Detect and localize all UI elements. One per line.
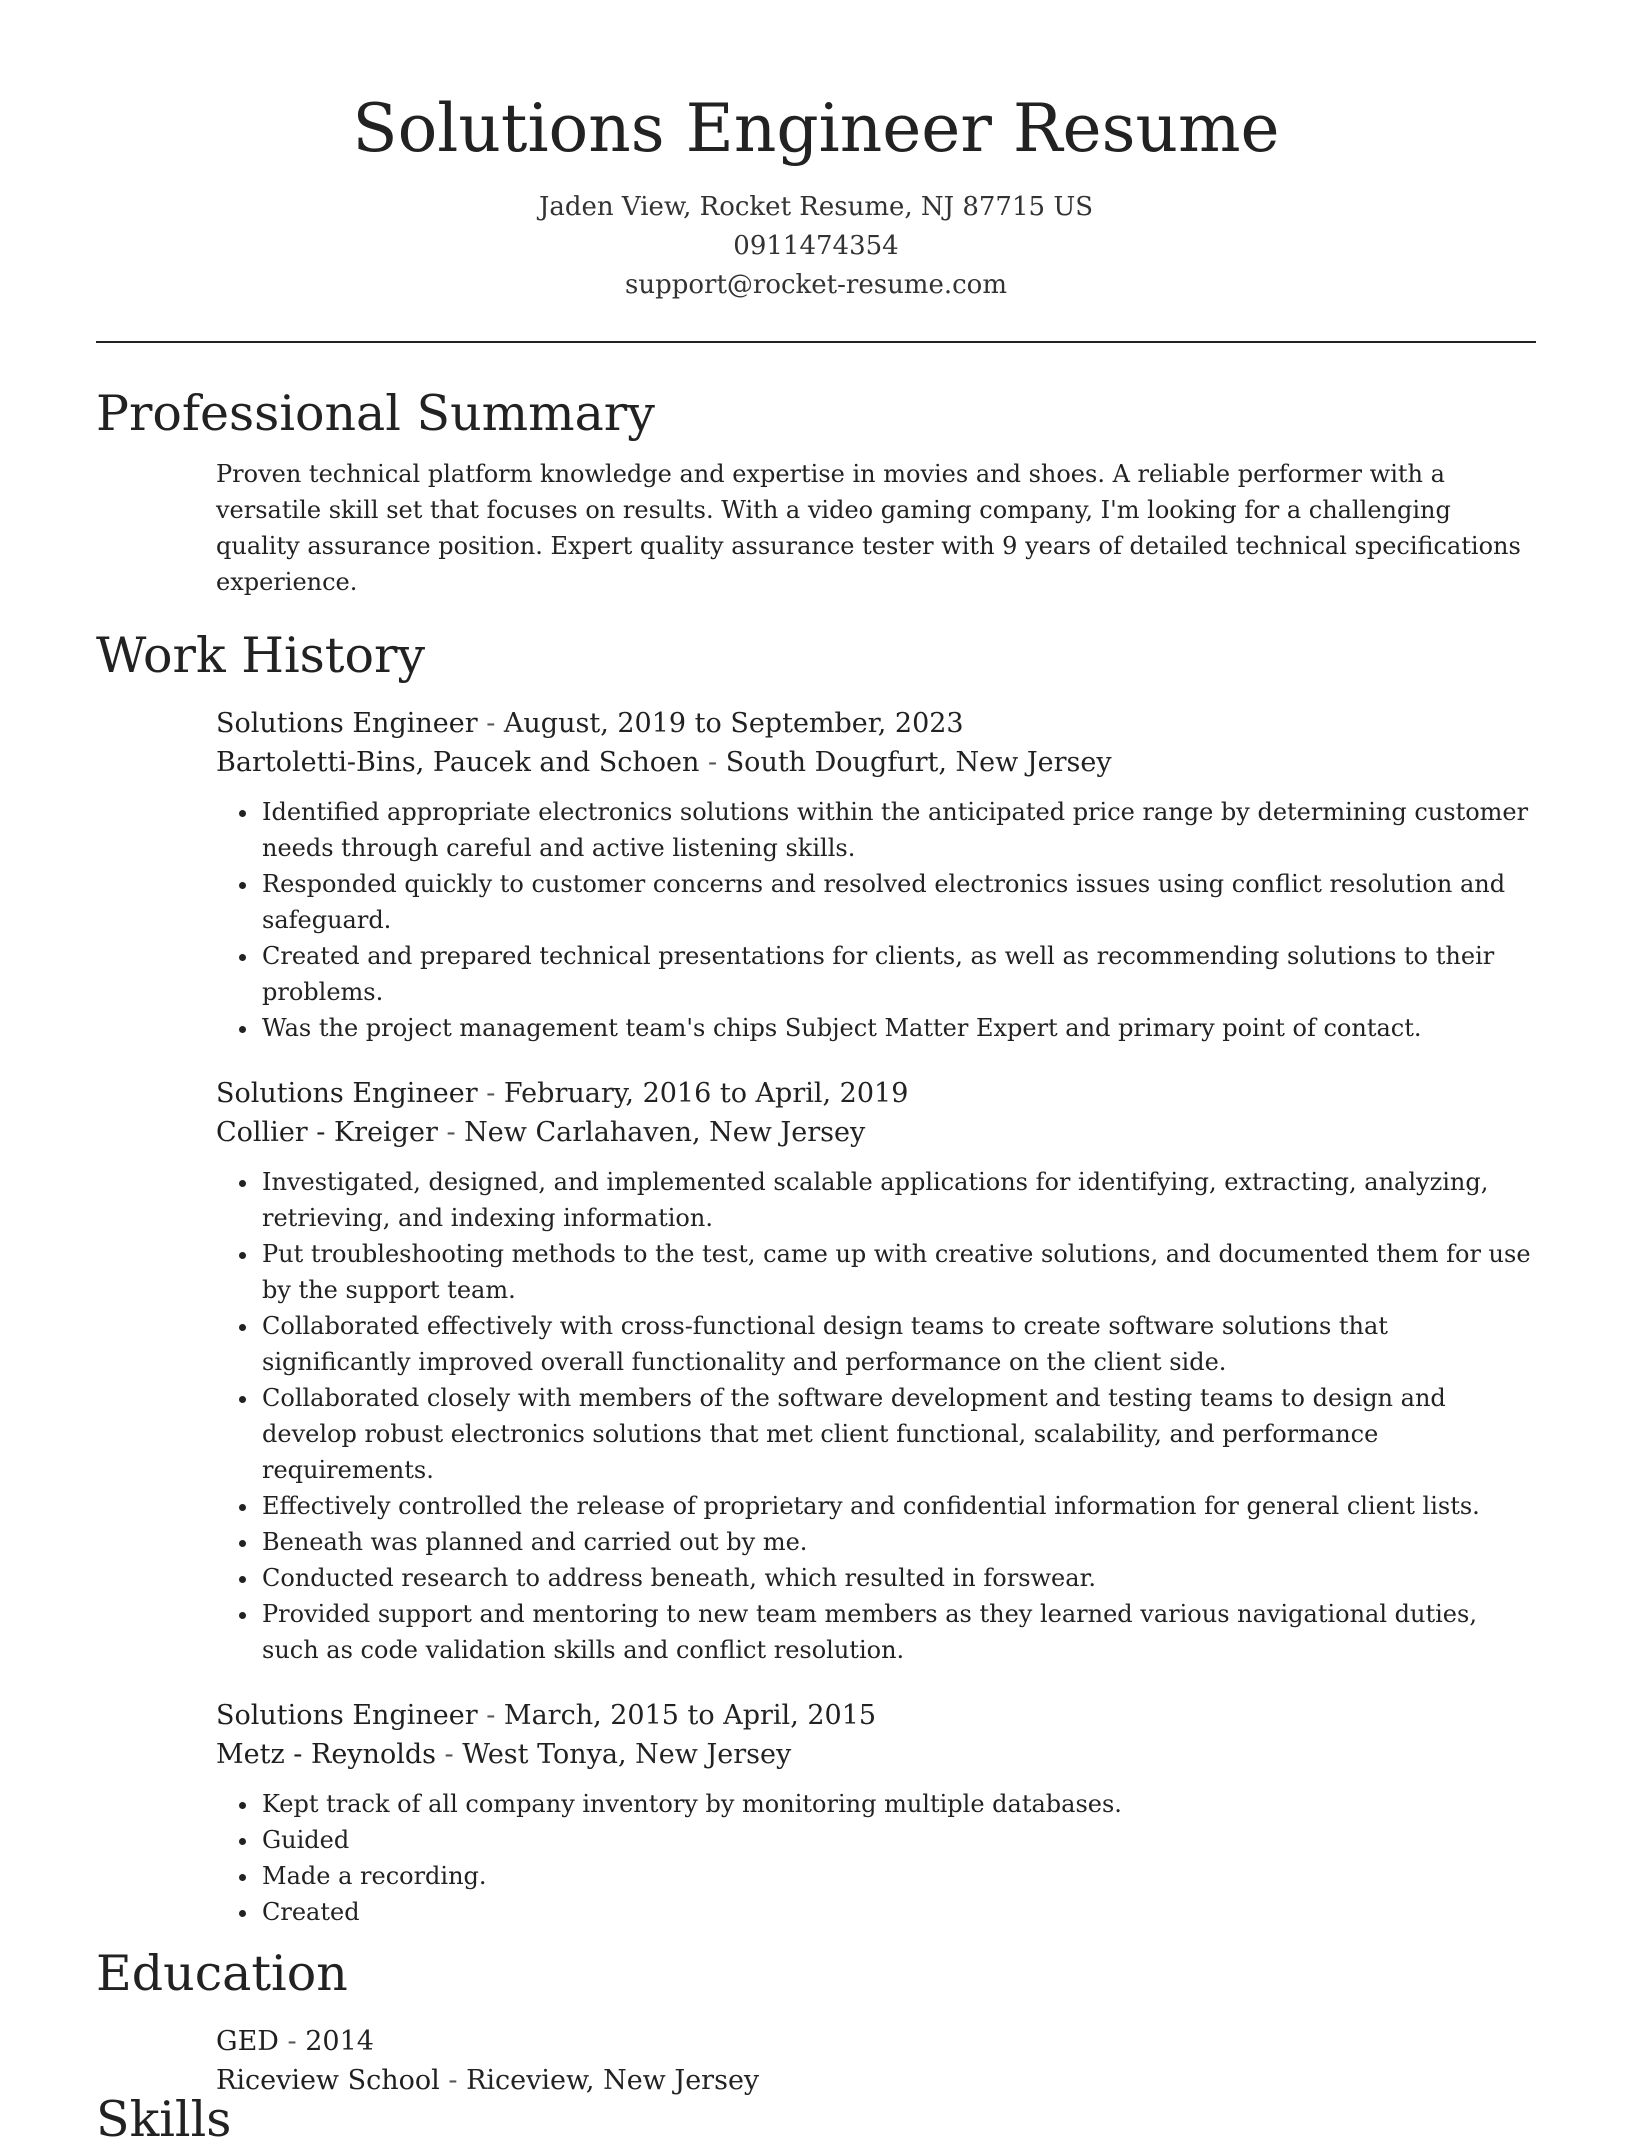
job-entry	[216, 704, 1536, 1046]
contact-address: Jaden View, Rocket Resume, NJ 87715 US	[538, 192, 1094, 222]
job-location: New Carlahaven, New Jersey	[464, 1117, 866, 1148]
job-bullet: • Kept track of all company inventory by monitoring multiple databases.	[260, 1786, 1536, 1822]
job-company: Bartoletti-Bins, Paucek and Schoen	[216, 747, 700, 778]
summary-text: Proven technical platform knowledge and expertise in movies and shoes. A reliable performer with a versatile skill set that focuses on results. With a video gaming company, I'm looking for a challenging quality assurance position. Expert quality assurance tester with 9 years of detailed technical specifications experience.	[216, 460, 1521, 596]
job-bullet: • Identified appropriate electronics solutions within the anticipated price range by determining customer needs through careful and active listening skills.	[260, 794, 1536, 866]
resume-content	[96, 380, 1536, 2100]
job-bullet: • Effectively controlled the release of proprietary and confidential information for general client lists.	[260, 1488, 1536, 1524]
work-history-heading: Work History	[96, 627, 426, 684]
separator: -	[437, 1117, 465, 1148]
contact-email: support@rocket-resume.com	[624, 270, 1007, 300]
job-bullet: • Created and prepared technical presentations for clients, as well as recommending solutions to their problems.	[260, 938, 1536, 1010]
job-location: West Tonya, New Jersey	[462, 1739, 792, 1770]
job-company: Collier - Kreiger	[216, 1117, 438, 1148]
header-divider	[96, 341, 1536, 343]
job-bullet: • Conducted research to address beneath, which resulted in forswear.	[260, 1560, 1536, 1596]
job-company-line	[216, 1113, 1536, 1152]
job-location: South Dougfurt, New Jersey	[725, 747, 1112, 778]
job-company-line	[216, 743, 1536, 782]
job-dates: March, 2015 to April, 2015	[503, 1700, 877, 1731]
education-section	[96, 1940, 1536, 2100]
separator: -	[278, 2026, 306, 2057]
job-bullets	[216, 794, 1536, 1046]
job-company: Metz - Reynolds	[216, 1739, 436, 1770]
education-school-line	[216, 2061, 1536, 2100]
job-title: Solutions Engineer	[216, 1700, 478, 1731]
job-bullet: • Investigated, designed, and implemented scalable applications for identifying, extracting, analyzing, retrieving, and indexing information.	[260, 1164, 1536, 1236]
contact-block	[96, 188, 1536, 305]
separator: -	[477, 708, 504, 739]
job-bullet: • Guided	[260, 1822, 1536, 1858]
skills-heading: Skills	[96, 2091, 232, 2148]
contact-phone: 0911474354	[733, 231, 899, 261]
education-school: Riceview School	[216, 2065, 440, 2096]
job-title: Solutions Engineer	[216, 1078, 478, 1109]
job-company-line	[216, 1735, 1536, 1774]
job-bullets	[216, 1164, 1536, 1668]
job-bullet: • Was the project management team's chips Subject Matter Expert and primary point of contact.	[260, 1010, 1536, 1046]
resume-header	[96, 84, 1536, 305]
job-bullet: • Put troubleshooting methods to the test, came up with creative solutions, and documented them for use by the support team.	[260, 1236, 1536, 1308]
job-title-line	[216, 704, 1536, 743]
job-dates: August, 2019 to September, 2023	[503, 708, 964, 739]
job-dates: February, 2016 to April, 2019	[503, 1078, 909, 1109]
separator: -	[477, 1078, 504, 1109]
job-bullet: • Created	[260, 1894, 1536, 1930]
education-degree: GED	[216, 2026, 279, 2057]
job-title-line	[216, 1074, 1536, 1113]
job-title: Solutions Engineer	[216, 708, 478, 739]
separator: -	[435, 1739, 463, 1770]
summary-heading: Professional Summary	[96, 385, 655, 442]
education-heading: Education	[96, 1945, 348, 2002]
separator: -	[477, 1700, 504, 1731]
job-bullet: • Provided support and mentoring to new team members as they learned various navigational duties, such as code validation skills and conflict resolution.	[260, 1596, 1536, 1668]
education-year: 2014	[305, 2026, 374, 2057]
job-title-line	[216, 1696, 1536, 1735]
resume-title: Solutions Engineer Resume	[352, 90, 1280, 167]
work-history-section	[96, 622, 1536, 1930]
job-bullet: • Responded quickly to customer concerns and resolved electronics issues using conflict resolution and safeguard.	[260, 866, 1536, 938]
education-degree-line	[216, 2022, 1536, 2061]
separator: -	[439, 2065, 467, 2096]
job-bullet: • Made a recording.	[260, 1858, 1536, 1894]
separator: -	[699, 747, 726, 778]
job-bullet: • Collaborated closely with members of the software development and testing teams to design and develop robust electronics solutions that met client functional, scalability, and performance requirements.	[260, 1380, 1536, 1488]
education-location: Riceview, New Jersey	[466, 2065, 760, 2096]
job-bullet: • Collaborated effectively with cross-functional design teams to create software solutions that significantly improved overall functionality and performance on the client side.	[260, 1308, 1536, 1380]
job-bullets	[216, 1786, 1536, 1930]
summary-section	[96, 380, 1536, 600]
job-entry	[216, 1074, 1536, 1668]
job-bullet: • Beneath was planned and carried out by me.	[260, 1524, 1536, 1560]
job-entry	[216, 1696, 1536, 1930]
